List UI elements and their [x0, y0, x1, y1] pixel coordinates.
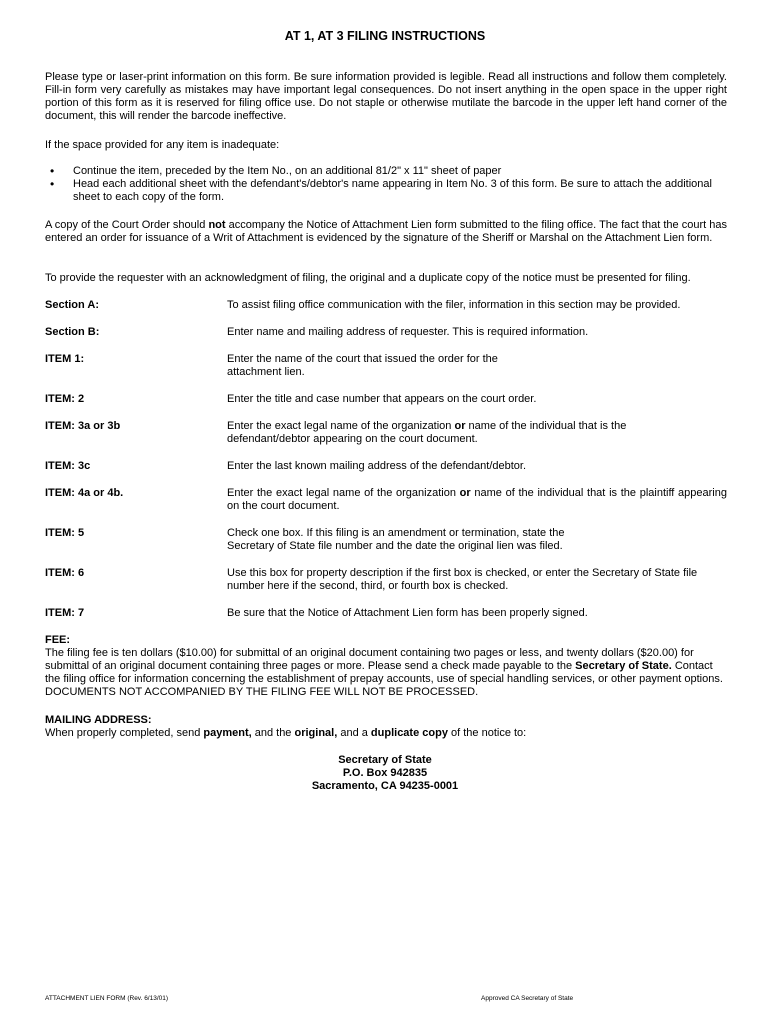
acknowledgment-text: To provide the requester with an acknowledgment of filing, the original and a duplicate copy of the notice must be presented for filing.: [45, 272, 691, 284]
fee-section: [45, 634, 727, 699]
address-line-name: Secretary of State: [338, 754, 432, 766]
fee-heading: FEE:: [45, 634, 71, 646]
item-text: Check one box. If this filing is an amendment or termination, state the Secretary of State file number and the date the original lien was filed.: [227, 527, 565, 552]
mailing-payment: payment,: [203, 727, 252, 739]
mailing-text: and a: [337, 727, 371, 739]
item-text: Be sure that the Notice of Attachment Lien form has been properly signed.: [227, 607, 588, 619]
item-text: Enter the name of the court that issued the order for the attachment lien.: [227, 353, 498, 378]
item-text-emphasis: or: [459, 487, 471, 499]
address-line-city: Sacramento, CA 94235-0001: [311, 780, 459, 792]
fee-text: The filing fee is ten dollars ($10.00) for submittal of an original document containing two pages or less, and twenty dollars ($20.00) for submittal of an original document containing three pages or more. Please send a check made payable to the: [45, 647, 694, 672]
item-label: Section B:: [45, 326, 100, 338]
footer-approval: Approved CA Secretary of State: [481, 995, 574, 1002]
address-line-pobox: P.O. Box 942835: [342, 767, 428, 779]
inadequate-space-note: [45, 139, 727, 152]
page-title: AT 1, AT 3 FILING INSTRUCTIONS: [284, 29, 486, 43]
court-order-text: A copy of the Court Order should: [45, 219, 209, 231]
fee-payee: Secretary of State.: [575, 660, 672, 672]
item-text: Enter the exact legal name of the organization: [227, 420, 455, 432]
inadequate-text: If the space provided for any item is inadequate:: [45, 139, 280, 151]
court-order-emphasis: not: [208, 219, 226, 231]
mailing-text: of the notice to:: [447, 727, 527, 739]
item-text: Enter the title and case number that appears on the court order.: [227, 393, 537, 405]
item-label: ITEM: 3a or 3b: [45, 420, 121, 432]
intro-text: Please type or laser-print information on this form. Be sure information provided is legible. Read all instructions and follow them completely. Fill-in form very carefully as mistakes may have important legal consequences. Do not insert anything in the open space in the upper right portion of this form as it is reserved for filing office use. Do not staple or otherwise mutilate the barcode in the upper left hand corner of the document, this will render the barcode ineffective.: [45, 71, 727, 122]
item-label: ITEM 1:: [45, 353, 85, 365]
item-label: ITEM: 5: [45, 527, 85, 539]
acknowledgment-paragraph: [45, 272, 727, 285]
mailing-heading: MAILING ADDRESS:: [45, 714, 152, 726]
mailing-text: and the: [251, 727, 295, 739]
court-order-text-rest: accompany the Notice of Attachment Lien form submitted to the filing office. The fact that the court has entered an order for issuance of a Writ of Attachment is evidenced by the signature of the Sheriff or Marshal on the Attachment Lien form.: [45, 219, 727, 244]
item-text-rest: name of the individual that is the defendant/debtor appearing on the court document.: [227, 420, 627, 445]
item-text: To assist filing office communication with the filer, information in this section may be provided.: [227, 299, 681, 311]
item-label: ITEM: 7: [45, 607, 85, 619]
item-label: ITEM: 4a or 4b.: [45, 487, 124, 499]
item-label: ITEM: 6: [45, 567, 85, 579]
fee-text-rest: Contact the filing office for information concerning the establishment of prepay accounts, use of special handling services, or other payment options. DOCUMENTS NOT ACCOMPANIED BY THE FILING FEE WILL NOT BE PROCESSED.: [45, 660, 723, 698]
continuation-bullets: [45, 165, 727, 204]
item-label: Section A:: [45, 299, 99, 311]
mailing-text: When properly completed, send: [45, 727, 204, 739]
court-order-paragraph: [45, 219, 727, 245]
bullet-item: • Continue the item, preceded by the Item No., on an additional 81/2" x 11" sheet of paper: [45, 165, 727, 178]
mailing-section: [45, 714, 727, 740]
item-text: Enter name and mailing address of requester. This is required information.: [227, 326, 589, 338]
item-text-rest: name of the individual that is the plaintiff appearing on the court document.: [227, 487, 727, 512]
item-text-emphasis: or: [454, 420, 466, 432]
item-text: Use this box for property description if the first box is checked, or enter the Secretary of State file number here if the second, third, or fourth box is checked.: [227, 567, 698, 592]
intro-paragraph: [45, 71, 727, 123]
mailing-original: original,: [294, 727, 338, 739]
mailing-duplicate: duplicate copy: [370, 727, 448, 739]
bullet-item: • Head each additional sheet with the defendant's/debtor's name appearing in Item No. 3 of this form. Be sure to attach the additional sheet to each copy of the form.: [45, 178, 727, 204]
item-label: ITEM: 3c: [45, 460, 91, 472]
item-text: Enter the last known mailing address of the defendant/debtor.: [227, 460, 527, 472]
footer-form-revision: ATTACHMENT LIEN FORM (Rev. 6/13/01): [45, 995, 169, 1002]
item-label: ITEM: 2: [45, 393, 85, 405]
item-text: Enter the exact legal name of the organization: [227, 487, 460, 499]
